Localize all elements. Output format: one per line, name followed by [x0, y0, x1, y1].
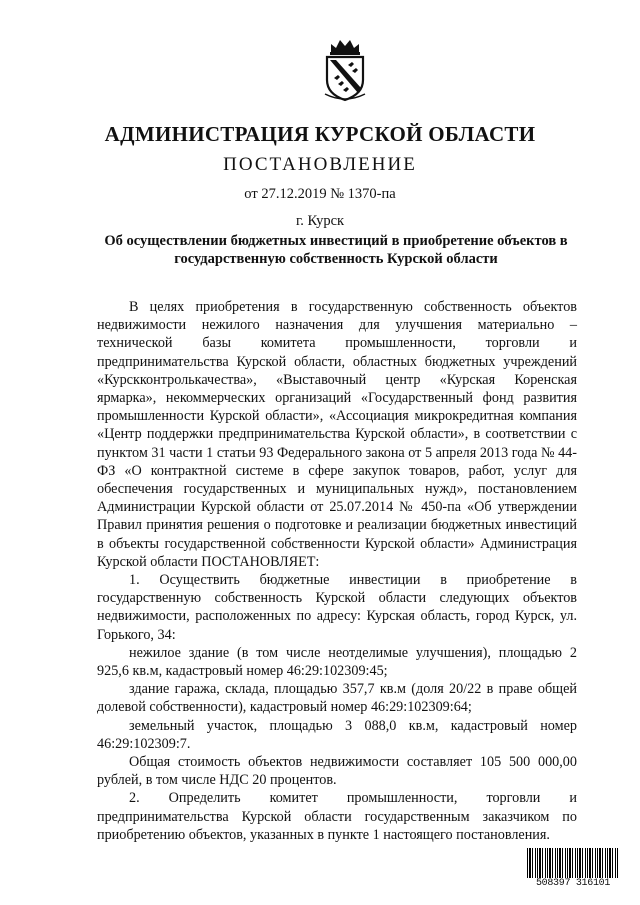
- document-date-number: от 27.12.2019 № 1370-па: [244, 186, 396, 202]
- barcode-bars: [527, 848, 619, 878]
- total-cost-paragraph: Общая стоимость объектов недвижимости составляет 105 500 000,00 рублей, в том числе НДС 20 процентов.: [97, 754, 577, 789]
- document-barcode: [527, 848, 619, 890]
- object-3-paragraph: земельный участок, площадью 3 088,0 кв.м, кадастровый номер 46:29:102309:7.: [97, 717, 577, 752]
- item-1-paragraph: 1. Осуществить бюджетные инвестиции в приобретение в государственную собственность Курской области следующих объектов недвижимости, расположенных по адресу: Курская область, город Курск, ул. Горького, 34:: [97, 572, 577, 643]
- object-2-paragraph: здание гаража, склада, площадью 357,7 кв.м (доля 20/22 в праве общей долевой собственности), кадастровый номер 46:29:102309:64;: [97, 681, 577, 716]
- kursk-coat-of-arms-icon: [321, 38, 369, 102]
- document-city: г. Курск: [295, 213, 345, 229]
- document-title: Об осуществлении бюджетных инвестиций в приобретение объектов в государственную собственность Курской области: [104, 233, 568, 267]
- object-1-paragraph: нежилое здание (в том числе неотделимые улучшения), площадью 2 925,6 кв.м, кадастровый номер 46:29:102309:45;: [97, 644, 577, 680]
- document-body: [97, 298, 577, 844]
- barcode-number: 508397 316101: [535, 878, 611, 889]
- document-type: ПОСТАНОВЛЕНИЕ: [223, 154, 417, 175]
- preamble-paragraph: В целях приобретения в государственную собственность объектов недвижимости нежилого назначения для улучшения материально – технической базы комитета промышленности, торговли и предпринимательства Курской области, областных бюджетных учреждений «Курскконтролькачества», «Выставочный центр «Курская Коренская ярмарка», некоммерческих организаций «Государственный фонд развития промышленности Курской области», «Ассоциация микрокредитная компания «Центр поддержки предпринимательства Курской области», в соответствии с пунктом 31 части 1 статьи 93 Федерального закона от 5 апреля 2013 года № 44-ФЗ «О контрактной системе в сфере закупок товаров, работ, услуг для обеспечения государственных и муниципальных нужд», постановлением Администрации Курской области от 25.07.2014 № 450-па «Об утверждении Правил принятия решения о подготовке и реализации бюджетных инвестиций в объекты государственной собственности Курской области» Администрация Курской области ПОСТАНОВЛЯЕТ:: [97, 299, 577, 570]
- item-2-paragraph: 2. Определить комитет промышленности, торговли и предпринимательства Курской области государственным заказчиком по приобретению объектов, указанных в пункте 1 настоящего постановления.: [97, 790, 577, 843]
- authority-name: АДМИНИСТРАЦИЯ КУРСКОЙ ОБЛАСТИ: [104, 122, 536, 146]
